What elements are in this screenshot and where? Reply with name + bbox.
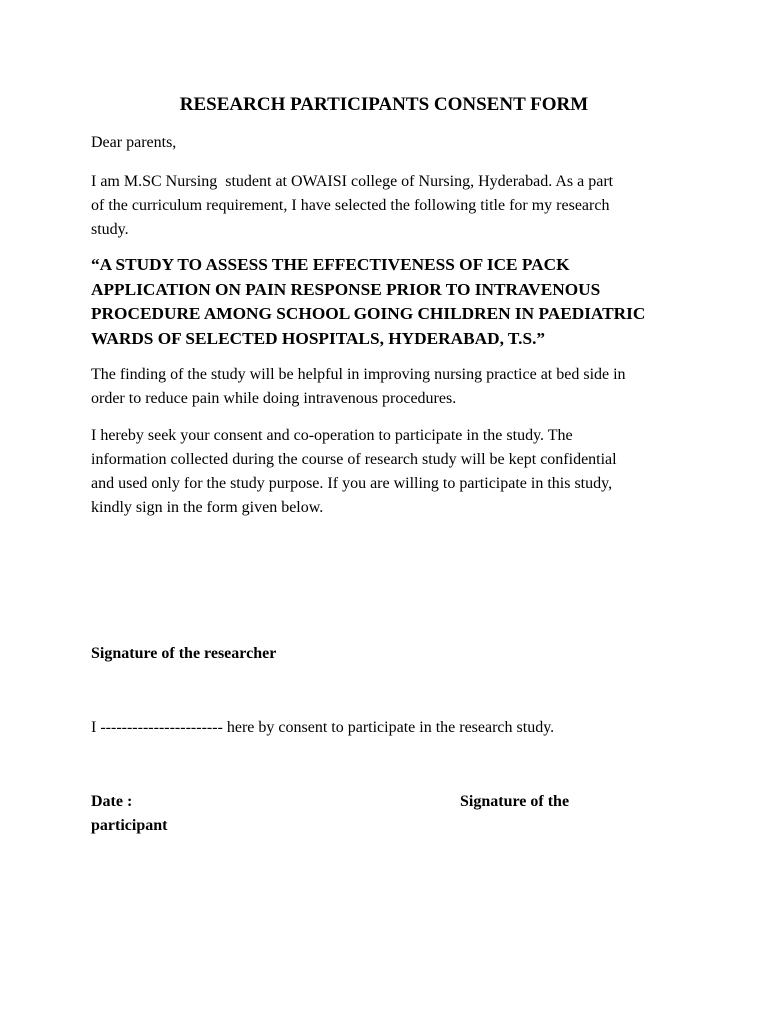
intro-line: study. — [91, 221, 129, 238]
study-title — [91, 253, 645, 351]
intro-line: of the curriculum requirement, I have selected the following title for my research — [91, 197, 610, 214]
consent-request-paragraph — [91, 424, 617, 520]
consent-statement: I ----------------------- here by consent to participate in the research study. — [91, 719, 555, 736]
consent-request-line: kindly sign in the form given below. — [91, 499, 324, 516]
salutation: Dear parents, — [91, 134, 177, 151]
consent-request-line: I hereby seek your consent and co-operation to participate in the study. The — [91, 427, 573, 444]
researcher-signature-label: Signature of the researcher — [91, 645, 277, 662]
participant-signature-label-continued: participant — [91, 817, 168, 834]
finding-line: order to reduce pain while doing intravenous procedures. — [91, 390, 457, 407]
study-title-line: PROCEDURE AMONG SCHOOL GOING CHILDREN IN PAEDIATRIC — [91, 304, 646, 323]
date-label: Date : — [91, 793, 133, 810]
consent-request-line: and used only for the study purpose. If you are willing to participate in this study, — [91, 475, 613, 492]
participant-signature-label: Signature of the — [460, 793, 570, 810]
intro-line: I am M.SC Nursing student at OWAISI college of Nursing, Hyderabad. As a part — [91, 173, 614, 190]
finding-paragraph — [91, 363, 626, 411]
study-title-line: WARDS OF SELECTED HOSPITALS, HYDERABAD, T.S.” — [91, 328, 546, 348]
intro-paragraph — [91, 170, 613, 242]
consent-request-line: information collected during the course of research study will be kept confidential — [91, 451, 617, 468]
study-title-line: APPLICATION ON PAIN RESPONSE PRIOR TO INTRAVENOUS — [91, 279, 601, 299]
study-title-line: “A STUDY TO ASSESS THE EFFECTIVENESS OF ICE PACK — [91, 255, 570, 274]
document-title: RESEARCH PARTICIPANTS CONSENT FORM — [179, 94, 589, 115]
finding-line: The finding of the study will be helpful in improving nursing practice at bed side in — [91, 366, 626, 383]
